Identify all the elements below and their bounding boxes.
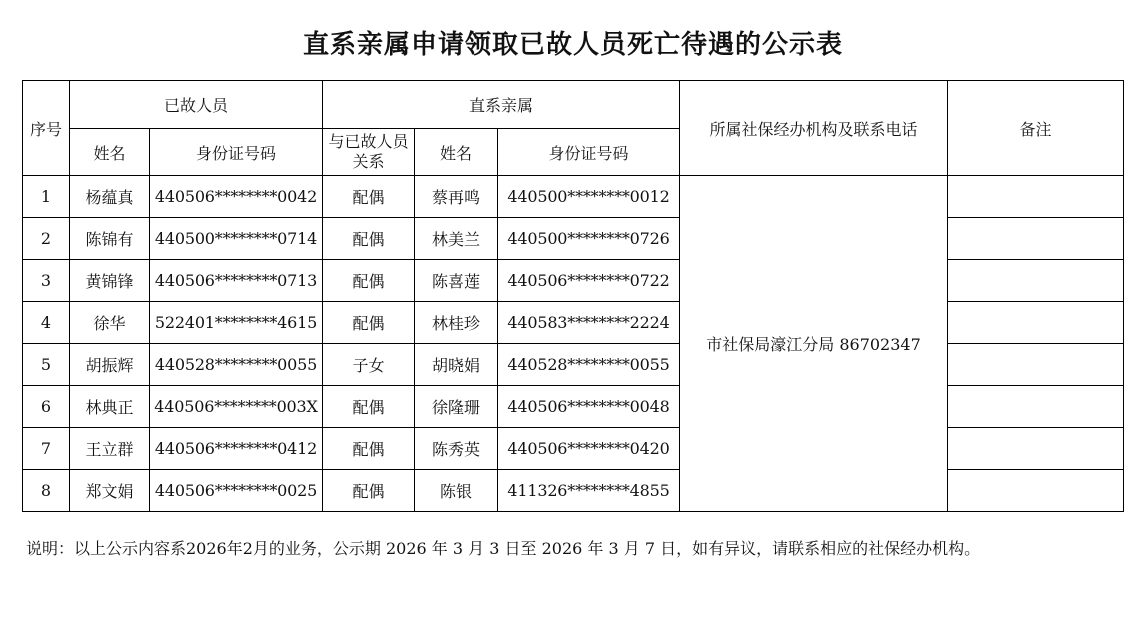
remark-cell [948,344,1124,386]
deceased-id-cell: 440506********0713 [150,260,323,302]
deceased-name-cell: 黄锦锋 [70,260,150,302]
relative-name-cell: 陈银 [415,470,498,512]
relation-cell: 配偶 [323,218,415,260]
deceased-id-cell: 440528********0055 [150,344,323,386]
relation-cell: 配偶 [323,470,415,512]
page-title: 直系亲属申请领取已故人员死亡待遇的公示表 [302,30,843,60]
relative-id-cell: 440506********0722 [498,260,680,302]
relative-name-cell: 徐隆珊 [415,386,498,428]
remark-cell [948,176,1124,218]
header-deceased: 已故人员 [70,81,323,129]
seq-cell: 1 [23,176,70,218]
header-seq: 序号 [23,81,70,176]
table-row [23,344,1124,386]
deceased-name-cell: 林典正 [70,386,150,428]
seq-cell: 8 [23,470,70,512]
deceased-id-cell: 440506********0042 [150,176,323,218]
deceased-name-cell: 胡振辉 [70,344,150,386]
deceased-id-cell: 440506********003X [150,386,323,428]
remark-cell [948,260,1124,302]
header-relatives: 直系亲属 [323,81,680,129]
deceased-id-cell: 440506********0412 [150,428,323,470]
relative-name-cell: 蔡再鸣 [415,176,498,218]
deceased-id-cell: 440506********0025 [150,470,323,512]
table-row [23,386,1124,428]
header-row-top [23,81,1124,129]
seq-cell: 4 [23,302,70,344]
relative-id-cell: 440506********0420 [498,428,680,470]
deceased-name-cell: 王立群 [70,428,150,470]
header-relative-id: 身份证号码 [498,129,680,176]
notice-table [22,80,1124,512]
header-deceased-id: 身份证号码 [150,129,323,176]
remark-cell [948,386,1124,428]
relation-cell: 配偶 [323,386,415,428]
relation-cell: 配偶 [323,260,415,302]
relative-name-cell: 陈秀英 [415,428,498,470]
table-row [23,470,1124,512]
relative-name-cell: 陈喜莲 [415,260,498,302]
header-relation: 与已故人员关系 [323,129,415,176]
relative-id-cell: 440500********0726 [498,218,680,260]
relative-id-cell: 440506********0048 [498,386,680,428]
header-deceased-name: 姓名 [70,129,150,176]
deceased-name-cell: 郑文娟 [70,470,150,512]
deceased-name-cell: 徐华 [70,302,150,344]
table-body [23,176,1124,512]
relative-name-cell: 林美兰 [415,218,498,260]
table-row [23,176,1124,218]
seq-cell: 3 [23,260,70,302]
relative-name-cell: 林桂珍 [415,302,498,344]
deceased-name-cell: 陈锦有 [70,218,150,260]
relative-name-cell: 胡晓娟 [415,344,498,386]
deceased-name-cell: 杨蕴真 [70,176,150,218]
relation-cell: 配偶 [323,176,415,218]
relation-cell: 子女 [323,344,415,386]
remark-cell [948,302,1124,344]
relation-cell: 配偶 [323,302,415,344]
agency-contact-cell: 市社保局濠江分局 86702347 [680,176,948,512]
header-agency: 所属社保经办机构及联系电话 [680,81,948,176]
relative-id-cell: 440528********0055 [498,344,680,386]
table-row [23,428,1124,470]
remark-cell [948,470,1124,512]
table-row [23,218,1124,260]
seq-cell: 6 [23,386,70,428]
remark-cell [948,218,1124,260]
relative-id-cell: 440583********2224 [498,302,680,344]
remark-cell [948,428,1124,470]
footer-note: 说明：以上公示内容系2026年2月的业务，公示期 2026 年 3 月 3 日至 2026 年 3 月 7 日，如有异议，请联系相应的社保经办机构。 [26,539,981,558]
seq-cell: 2 [23,218,70,260]
seq-cell: 5 [23,344,70,386]
header-relative-name: 姓名 [415,129,498,176]
table-row [23,302,1124,344]
relative-id-cell: 440500********0012 [498,176,680,218]
relation-cell: 配偶 [323,428,415,470]
relative-id-cell: 411326********4855 [498,470,680,512]
table-row [23,260,1124,302]
deceased-id-cell: 440500********0714 [150,218,323,260]
deceased-id-cell: 522401********4615 [150,302,323,344]
header-remark: 备注 [948,81,1124,176]
seq-cell: 7 [23,428,70,470]
